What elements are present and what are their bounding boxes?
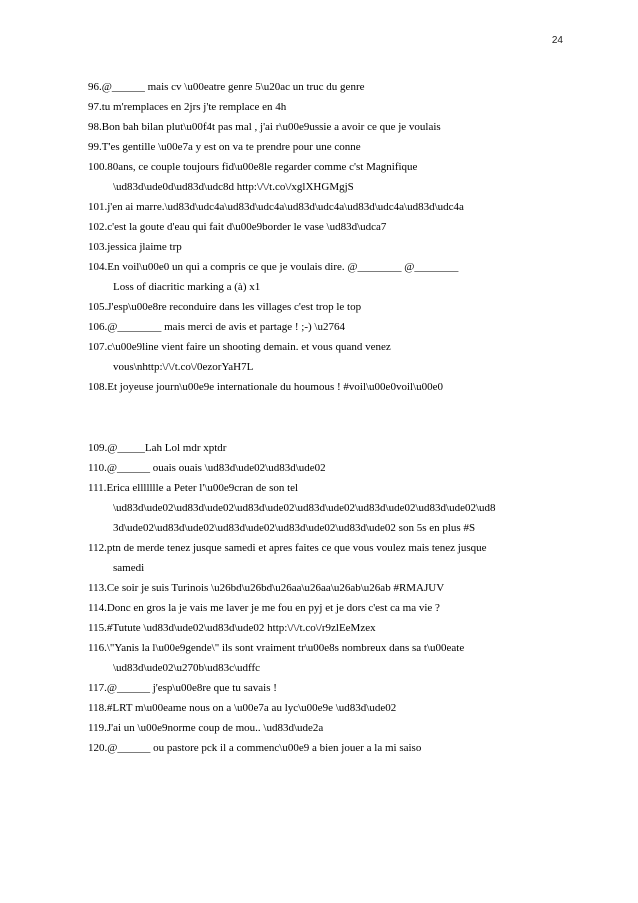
list-item-line: tu m'remplaces en 2jrs j'te remplace en 4h: [101, 101, 287, 113]
list-item-number: 109.: [88, 442, 108, 454]
list-item-line: @______ ouais ouais \ud83d\ude02\ud83d\ude02: [106, 462, 326, 474]
list-item: [88, 478, 550, 538]
list-item: [88, 77, 550, 97]
list-item-continuation: \ud83d\ude0d\ud83d\udc8d http:\/\/t.co\/xglXHGMgjS: [113, 181, 354, 193]
list-item: [88, 698, 550, 718]
list-item-number: 114.: [88, 602, 107, 614]
list-item-number: 103.: [88, 241, 108, 253]
list-item-continuation: \ud83d\ude02\u270b\ud83c\udffc: [113, 662, 261, 674]
list-item: [88, 137, 550, 157]
list-item-continuation: 3d\ude02\ud83d\ude02\ud83d\ude02\ud83d\ude02\ud83d\ude02 son 5s en plus #S: [113, 522, 476, 534]
list-item: [88, 157, 550, 197]
page-number: 24: [551, 35, 563, 46]
list-item: [88, 538, 550, 578]
list-item-number: 106.: [88, 321, 108, 333]
list-item: [88, 217, 550, 237]
list-item-number: 118.: [88, 702, 107, 714]
list-item-number: 115.: [88, 622, 107, 634]
list-item-continuation: samedi: [113, 562, 145, 574]
list-item-number: 112.: [88, 542, 107, 554]
list-item-number: 113.: [88, 582, 107, 594]
list-item-number: 102.: [88, 221, 108, 233]
list-item-number: 119.: [88, 722, 107, 734]
list-item-line: @______ mais cv \u00eatre genre 5\u20ac un truc du genre: [101, 81, 365, 93]
list-item: [88, 578, 550, 598]
list-item-number: 110.: [88, 462, 107, 474]
list-item-continuation: vous\nhttp:\/\/t.co\/0ezorYaH7L: [113, 361, 254, 373]
list-item-continuation: \ud83d\ude02\ud83d\ude02\ud83d\ude02\ud83d\ude02\ud83d\ude02\ud83d\ude02\ud8: [113, 502, 496, 514]
list-item-line: @________ mais merci de avis et partage ! ;-) \u2764: [107, 321, 345, 333]
list-item-line: @______ ou pastore pck il a commenc\u00e9 a bien jouer a la mi saiso: [107, 742, 422, 754]
list-item-number: 108.: [88, 381, 108, 393]
list-item-line: c'est la goute d'eau qui fait d\u00e9border le vase \ud83d\udca7: [107, 221, 387, 233]
list-item-line: Donc en gros la je vais me laver je me fou en pyj et je dors c'est ca ma vie ?: [106, 602, 440, 614]
list-item-line: \"Yanis la l\u00e9gende\" ils sont vraiment tr\u00e8s nombreux dans sa t\u00eate: [106, 642, 465, 654]
list-item-number: 101.: [88, 201, 108, 213]
list-item-line: J'esp\u00e8re reconduire dans les villages c'est trop le top: [107, 301, 362, 313]
list-item-line: jessica jlaime trp: [107, 241, 182, 253]
list-item-number: 99.: [88, 141, 102, 153]
list-item-number: 97.: [88, 101, 102, 113]
list-item: [88, 598, 550, 618]
section-gap: [88, 397, 550, 438]
list-group-b: [88, 438, 550, 758]
list-item-line: #Tutute \ud83d\ude02\ud83d\ude02 http:\/\/t.co\/r9zlEeMzex: [106, 622, 376, 634]
list-item: [88, 257, 550, 297]
list-item-number: 116.: [88, 642, 107, 654]
list-group-a: [88, 77, 550, 397]
list-item-line: J'ai un \u00e9norme coup de mou.. \ud83d\ude2a: [106, 722, 324, 734]
list-item-number: 105.: [88, 301, 108, 313]
list-item: [88, 458, 550, 478]
list-item-number: 107.: [88, 341, 108, 353]
list-item: [88, 638, 550, 678]
list-item-line: Bon bah bilan plut\u00f4t pas mal , j'ai r\u00e9ussie a avoir ce que je voulais: [101, 121, 441, 133]
list-item-line: @_____Lah Lol mdr xptdr: [107, 442, 227, 454]
list-item-line: c\u00e9line vient faire un shooting demain. et vous quand venez: [107, 341, 391, 353]
list-item: [88, 738, 550, 758]
list-item-number: 98.: [88, 121, 102, 133]
list-item-line: j'en ai marre.\ud83d\udc4a\ud83d\udc4a\ud83d\udc4a\ud83d\udc4a\ud83d\udc4a: [107, 201, 464, 213]
list-item-line: Erica ellllllle a Peter l'\u00e9cran de son tel: [106, 482, 299, 494]
list-item: [88, 317, 550, 337]
list-item-line: T'es gentille \u00e7a y est on va te prendre pour une conne: [101, 141, 361, 153]
list-item-line: 80ans, ce couple toujours fid\u00e8le regarder comme c'st Magnifique: [107, 161, 418, 173]
list-item: [88, 718, 550, 738]
list-item-number: 117.: [88, 682, 107, 694]
list-item: [88, 297, 550, 317]
list-item: [88, 618, 550, 638]
list-item: [88, 197, 550, 217]
list-item-line: Ce soir je suis Turinois \u26bd\u26bd\u26aa\u26aa\u26ab\u26ab #RMAJUV: [106, 582, 445, 594]
list-item: [88, 678, 550, 698]
list-item-number: 104.: [88, 261, 108, 273]
list-item-line: @______ j'esp\u00e8re que tu savais !: [106, 682, 277, 694]
list-item: [88, 337, 550, 377]
list-item-number: 100.: [88, 161, 108, 173]
list-item: [88, 377, 550, 397]
list-item-line: Et joyeuse journ\u00e9e internationale du houmous ! #voil\u00e0voil\u00e0: [107, 381, 443, 393]
list-item: [88, 117, 550, 137]
list-item-number: 96.: [88, 81, 102, 93]
list-item-number: 111.: [88, 482, 107, 494]
numbered-list: [88, 77, 550, 758]
list-item-line: En voil\u00e0 un qui a compris ce que je voulais dire. @________ @________: [107, 261, 459, 273]
list-item: [88, 438, 550, 458]
list-item-continuation: Loss of diacritic marking a (à) x1: [113, 281, 261, 293]
list-item: [88, 237, 550, 257]
list-item-line: #LRT m\u00eame nous on a \u00e7a au lyc\u00e9e \ud83d\ude02: [106, 702, 397, 714]
list-item-number: 120.: [88, 742, 108, 754]
list-item-line: ptn de merde tenez jusque samedi et apres faites ce que vous voulez mais tenez jusque: [106, 542, 487, 554]
list-item: [88, 97, 550, 117]
